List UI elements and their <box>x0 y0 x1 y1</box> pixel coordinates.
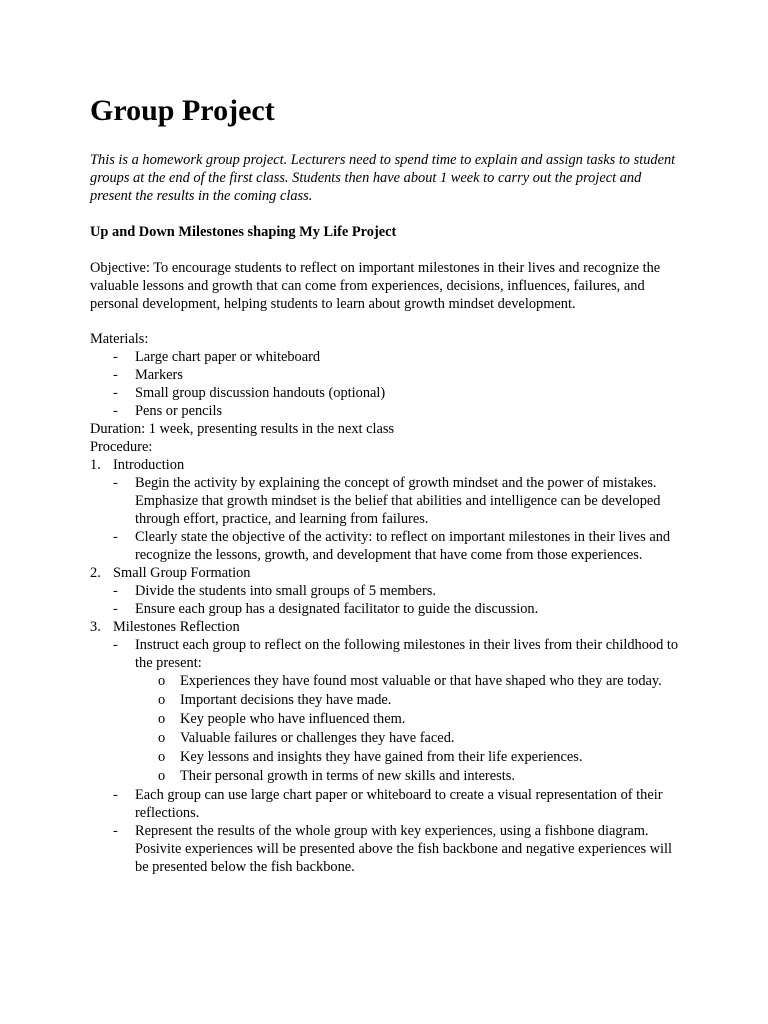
materials-item-text: Markers <box>135 367 183 383</box>
project-title: Up and Down Milestones shaping My Life Project <box>90 224 397 240</box>
step-number: 2. <box>90 565 101 581</box>
milestone-text: Key people who have influenced them. <box>180 711 406 727</box>
step-items <box>113 474 680 564</box>
spacer <box>90 313 680 330</box>
dash-bullet: - <box>113 385 118 401</box>
circle-bullet: o <box>158 673 166 689</box>
materials-item <box>90 384 680 402</box>
milestone-item <box>135 710 680 729</box>
step-title: Milestones Reflection <box>113 619 240 635</box>
step-item <box>113 822 680 876</box>
step-item-text: Represent the results of the whole group with key experiences, using a fishbone diagram. Posivite experiences will be presented above the fish backbone and negative experiences will be presented below the fish backbone. <box>135 823 673 875</box>
dash-bullet: - <box>113 601 118 617</box>
materials-item-text: Large chart paper or whiteboard <box>135 349 321 365</box>
step-item <box>113 600 680 618</box>
dash-bullet: - <box>113 529 118 545</box>
step-item <box>113 582 680 600</box>
dash-bullet: - <box>113 823 118 839</box>
circle-bullet: o <box>158 711 166 727</box>
step-number: 1. <box>90 457 101 473</box>
dash-bullet: - <box>113 349 118 365</box>
intro-paragraph: This is a homework group project. Lecturers need to spend time to explain and assign tasks to student groups at the end of the first class. Students then have about 1 week to carry out the project and present the results in the coming class. <box>90 152 676 204</box>
step-item-text: Clearly state the objective of the activity: to reflect on important milestones in their lives and recognize the lessons, growth, and development that have come from those experiences. <box>135 529 671 563</box>
materials-item-text: Small group discussion handouts (optional) <box>135 385 386 401</box>
materials-item <box>90 402 680 420</box>
duration-line: Duration: 1 week, presenting results in the next class <box>90 421 395 437</box>
procedure-step <box>90 456 680 564</box>
materials-item <box>90 348 680 366</box>
step-item-text: Begin the activity by explaining the concept of growth mindset and the power of mistakes. Emphasize that growth mindset is the belief that abilities and intelligence can be developed through effort, practice, and learning from failures. <box>135 475 661 527</box>
step-item <box>113 528 680 564</box>
procedure-steps <box>90 456 680 876</box>
materials-list <box>90 348 680 420</box>
procedure-step <box>90 564 680 618</box>
objective-paragraph: Objective: To encourage students to reflect on important milestones in their lives and recognize the valuable lessons and growth that can come from experiences, decisions, influences, failures, and personal development, helping students to learn about growth mindset development. <box>90 260 661 312</box>
milestones-list <box>135 672 680 786</box>
dash-bullet: - <box>113 367 118 383</box>
step-item-text: Divide the students into small groups of 5 members. <box>135 583 436 599</box>
circle-bullet: o <box>158 692 166 708</box>
circle-bullet: o <box>158 768 166 784</box>
dash-bullet: - <box>113 583 118 599</box>
step-item <box>113 474 680 528</box>
step-items <box>113 582 680 618</box>
milestone-text: Key lessons and insights they have gained from their life experiences. <box>180 749 583 765</box>
milestone-text: Valuable failures or challenges they have faced. <box>180 730 455 746</box>
document-page <box>90 92 680 876</box>
milestone-item <box>135 691 680 710</box>
circle-bullet: o <box>158 749 166 765</box>
dash-bullet: - <box>113 637 118 653</box>
milestone-text: Experiences they have found most valuable or that have shaped who they are today. <box>180 673 662 689</box>
milestone-text: Important decisions they have made. <box>180 692 392 708</box>
step-title: Introduction <box>113 457 185 473</box>
step-item <box>113 786 680 822</box>
dash-bullet: - <box>113 787 118 803</box>
step-title: Small Group Formation <box>113 565 251 581</box>
step-item <box>113 636 680 786</box>
circle-bullet: o <box>158 730 166 746</box>
materials-item-text: Pens or pencils <box>135 403 223 419</box>
procedure-step <box>90 618 680 876</box>
procedure-label: Procedure: <box>90 439 153 455</box>
step-items <box>113 636 680 876</box>
milestone-item <box>135 767 680 786</box>
milestone-item <box>135 748 680 767</box>
milestone-item <box>135 729 680 748</box>
dash-bullet: - <box>113 403 118 419</box>
step-number: 3. <box>90 619 101 635</box>
step-item-text: Each group can use large chart paper or whiteboard to create a visual representation of their reflections. <box>135 787 663 821</box>
materials-label: Materials: <box>90 331 149 347</box>
document-title: Group Project <box>90 94 275 127</box>
milestone-item <box>135 672 680 691</box>
materials-item <box>90 366 680 384</box>
milestone-text: Their personal growth in terms of new skills and interests. <box>180 768 515 784</box>
step-item-text: Instruct each group to reflect on the following milestones in their lives from their childhood to the present: <box>135 637 679 671</box>
dash-bullet: - <box>113 475 118 491</box>
step-item-text: Ensure each group has a designated facilitator to guide the discussion. <box>135 601 539 617</box>
